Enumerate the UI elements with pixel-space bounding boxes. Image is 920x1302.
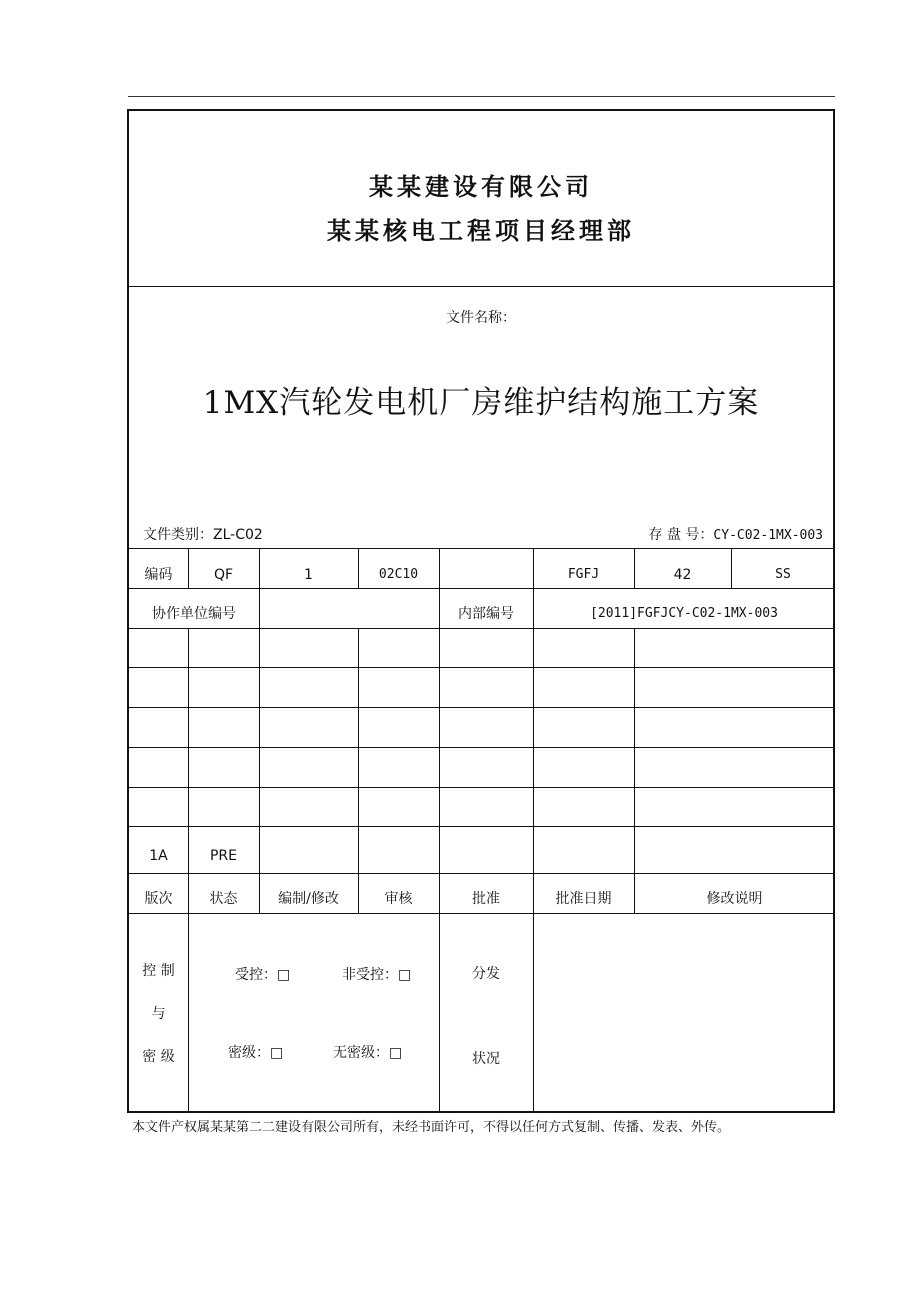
header-status: 状态: [209, 891, 238, 907]
revision-status: PRE: [209, 848, 237, 864]
grid-line: [129, 873, 833, 874]
header-reviewer: 审核: [384, 891, 413, 907]
internal-number-label: 内部编号: [458, 606, 514, 622]
copyright-notice: 本文件产权属某某第二二建设有限公司所有，未经书面许可，不得以任何方式复制、传播、发表、外传。: [132, 1120, 731, 1135]
unclassified-checkbox[interactable]: 无密级：□: [333, 1045, 403, 1061]
control-label-line2: 与: [151, 1006, 166, 1022]
grid-line: [259, 588, 260, 628]
header-editor: 编制/修改: [278, 891, 339, 907]
header-change-notes: 修改说明: [706, 891, 763, 907]
header-approver: 批准: [472, 891, 500, 907]
controlled-checkbox[interactable]: 受控：□: [235, 967, 291, 983]
document-title: 1MX汽轮发电机厂房维护结构施工方案: [202, 385, 760, 421]
grid-line: [358, 628, 359, 913]
grid-line: [439, 548, 440, 588]
company-name: 某某建设有限公司: [369, 172, 593, 201]
code-cell: QF: [213, 567, 234, 583]
grid-line: [634, 628, 635, 913]
revision-version: 1A: [149, 848, 168, 864]
uncontrolled-checkbox[interactable]: 非受控：□: [342, 967, 412, 983]
code-cell: 02C10: [378, 567, 419, 582]
grid-line: [129, 826, 833, 827]
coop-unit-label: 协作单位编号: [152, 606, 236, 622]
grid-line: [188, 628, 189, 913]
storage-number-label: 存 盘 号：: [648, 527, 714, 543]
control-label-line1: 控 制: [142, 963, 175, 979]
storage-number: [649, 526, 823, 545]
file-name-label: 文件名称：: [446, 310, 516, 326]
grid-line: [188, 913, 189, 1113]
code-cell: FGFJ: [567, 567, 600, 582]
storage-number-value: CY-C02-1MX-003: [713, 528, 823, 543]
control-label-line3: 密 级: [142, 1049, 175, 1065]
code-cell: SS: [775, 567, 791, 582]
distribution-label-line1: 分发: [472, 966, 500, 982]
grid-line: [259, 628, 260, 913]
distribution-label-line2: 状况: [472, 1051, 500, 1067]
grid-line: [439, 913, 440, 1113]
file-category: [143, 526, 263, 544]
project-department: 某某核电工程项目经理部: [327, 216, 635, 245]
grid-line: [439, 628, 440, 913]
grid-line: [129, 548, 833, 549]
grid-line: [533, 628, 534, 913]
grid-line: [129, 667, 833, 668]
grid-line: [129, 787, 833, 788]
classified-checkbox[interactable]: 密级：□: [228, 1045, 284, 1061]
grid-line: [129, 913, 833, 914]
grid-line: [129, 747, 833, 748]
grid-line: [533, 913, 534, 1113]
code-label: 编码: [144, 567, 173, 583]
code-cell: 1: [304, 567, 313, 583]
internal-number-value: [2011]FGFJCY-C02-1MX-003: [590, 606, 778, 621]
header-rule: [128, 96, 835, 97]
divider: [129, 286, 833, 287]
grid-line: [129, 707, 833, 708]
file-category-value: ZL-C02: [213, 527, 263, 543]
file-category-label: 文件类别：: [143, 527, 213, 543]
grid-line: [129, 628, 833, 629]
grid-line: [129, 588, 833, 589]
document-cover-frame: [127, 109, 835, 1113]
header-version: 版次: [144, 891, 173, 907]
header-approval-date: 批准日期: [555, 891, 612, 907]
code-cell: 42: [673, 567, 692, 583]
